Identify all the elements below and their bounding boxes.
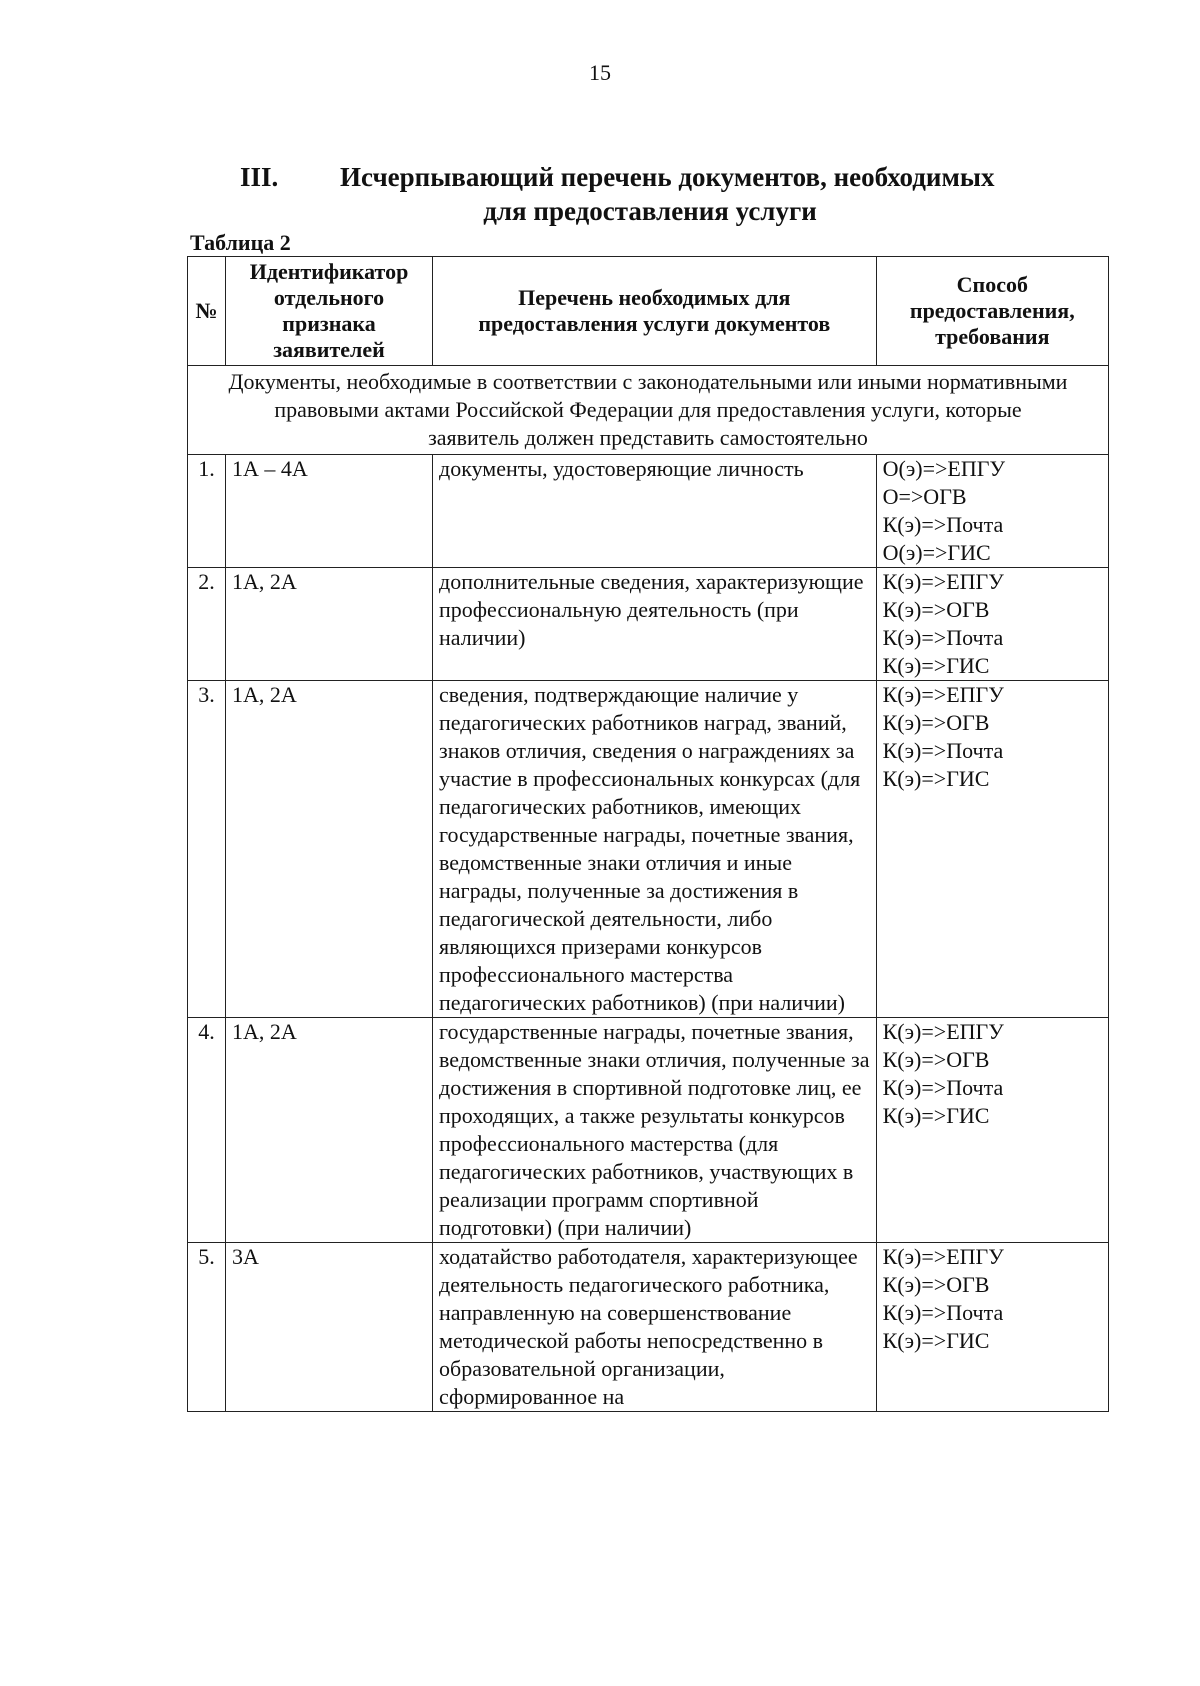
table-caption: Таблица 2 [190,230,291,255]
header-documents: Перечень необходимых для предоставления услуги документов [433,257,877,366]
row-methods [876,1018,1108,1243]
method-item: К(э)=>ГИС [882,1103,990,1128]
method-item: К(э)=>ОГВ [882,1047,990,1072]
method-item: К(э)=>ОГВ [882,1272,990,1297]
row-methods [876,681,1108,1018]
table-row [188,568,1109,681]
row-number: 5. [188,1243,226,1412]
method-item: К(э)=>ЕПГУ [882,682,1004,707]
method-item: К(э)=>Почта [882,1075,1004,1100]
method-item: К(э)=>Почта [882,512,1004,537]
row-methods [876,1243,1108,1412]
row-number: 4. [188,1018,226,1243]
row-number: 2. [188,568,226,681]
table-row [188,1243,1109,1412]
row-identifier: 1А, 2А [226,1018,433,1243]
method-item: К(э)=>Почта [882,738,1004,763]
row-number: 3. [188,681,226,1018]
section-title-line1: Исчерпывающий перечень документов, необходимых [340,162,995,192]
row-methods [876,568,1108,681]
row-identifier: 1А, 2А [226,681,433,1018]
row-identifier: 1А, 2А [226,568,433,681]
method-item: О(э)=>ЕПГУ [882,456,1006,481]
row-identifier: 3А [226,1243,433,1412]
row-documents: государственные награды, почетные звания, ведомственные знаки отличия, полученные за достижения в спортивной подготовке лиц, ее проходящих, а также результаты конкурсов профессионального мастерства (для педагогических работников, участвующих в реализации программ спортивной подготовки) (при наличии) [433,1018,877,1243]
method-item: О=>ОГВ [882,484,967,509]
section-number: III. [240,162,279,192]
method-item: К(э)=>Почта [882,1300,1004,1325]
table-row [188,455,1109,568]
row-number: 1. [188,455,226,568]
method-item: К(э)=>ГИС [882,766,990,791]
header-method: Способ предоставления, требования [876,257,1108,366]
table-row [188,681,1109,1018]
method-item: К(э)=>ГИС [882,1328,990,1353]
method-item: К(э)=>ЕПГУ [882,569,1004,594]
method-item: К(э)=>ОГВ [882,597,990,622]
row-identifier: 1А – 4А [226,455,433,568]
method-item: К(э)=>ОГВ [882,710,990,735]
table-row [188,1018,1109,1243]
header-identifier: Идентификатор отдельного признака заявителей [226,257,433,366]
table-subheading: Документы, необходимые в соответствии с законодательными или иными нормативными правовыми актами Российской Федерации для предоставления услуги, которые заявитель должен представить самостоятельно [188,366,1109,455]
method-item: К(э)=>ЕПГУ [882,1244,1004,1269]
section-title-line2: для предоставления услуги [483,196,817,226]
row-documents: документы, удостоверяющие личность [433,455,877,568]
method-item: К(э)=>Почта [882,625,1004,650]
table-header-row [188,257,1109,366]
method-item: О(э)=>ГИС [882,540,991,565]
row-methods [876,455,1108,568]
method-item: К(э)=>ГИС [882,653,990,678]
documents-table [187,256,1109,1412]
subheading-row [188,366,1109,455]
row-documents: дополнительные сведения, характеризующие профессиональную деятельность (при наличии) [433,568,877,681]
row-documents: ходатайство работодателя, характеризующее деятельность педагогического работника, направленную на совершенствование методической работы непосредственно в образовательной организации, сформированное на [433,1243,877,1412]
header-num: № [188,257,226,366]
method-item: К(э)=>ЕПГУ [882,1019,1004,1044]
page-number: 15 [589,60,611,85]
row-documents: сведения, подтверждающие наличие у педагогических работников наград, званий, знаков отличия, сведения о награждениях за участие в профессиональных конкурсах (для педагогических работников, имеющих государственные награды, почетные звания, ведомственные знаки отличия и иные награды, полученные за достижения в педагогической деятельности, либо являющихся призерами конкурсов профессионального мастерства педагогических работников) (при наличии) [433,681,877,1018]
